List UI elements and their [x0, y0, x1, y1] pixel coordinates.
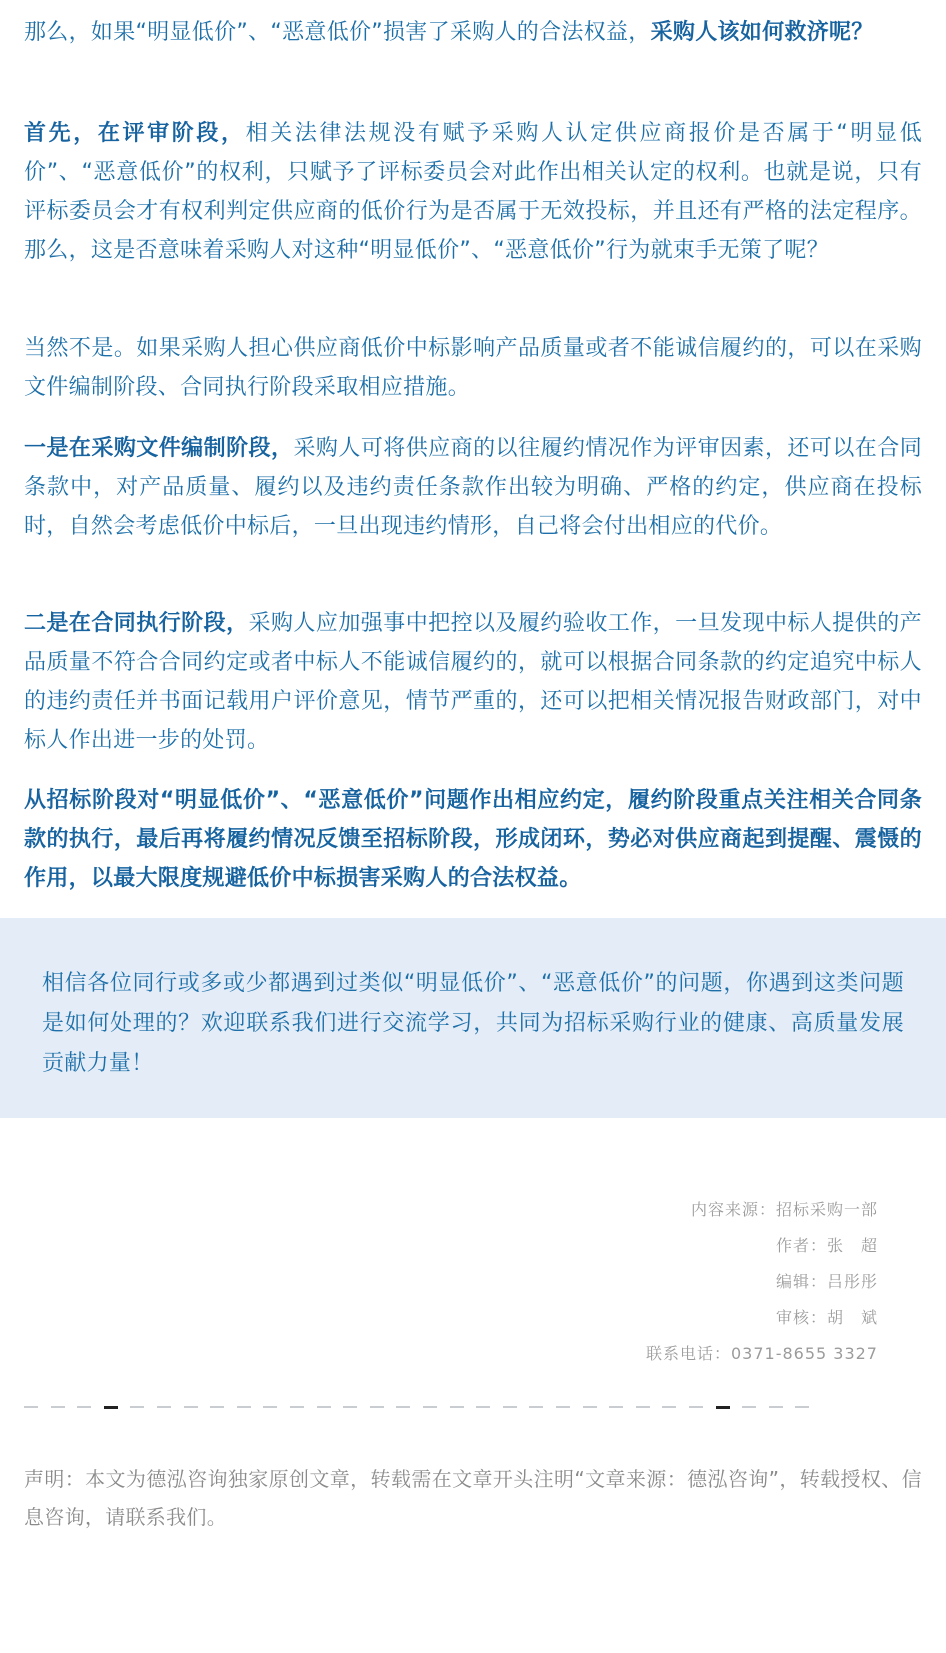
copyright-notice: 声明：本文为德泓咨询独家原创文章，转载需在文章开头注明“文章来源：德泓咨询”，转载授权、信息咨询，请联系我们。 — [24, 1467, 922, 1529]
divider-dash — [51, 1406, 65, 1408]
divider-dash — [24, 1406, 38, 1408]
divider-dash — [130, 1406, 144, 1408]
callout-text: 相信各位同行或多或少都遇到过类似“明显低价”、“恶意低价”的问题，你遇到这类问题是如何处理的？欢迎联系我们进行交流学习，共同为招标采购行业的健康、高质量发展贡献力量！ — [42, 971, 904, 1076]
divider-dash-dark — [104, 1406, 118, 1409]
paragraph-review-stage-text: 相关法律法规没有赋予采购人认定供应商报价是否属于“明显低价”、“恶意低价”的权利，只赋予了评标委员会对此作出相关认定的权利。也就是说，只有评标委员会才有权利判定供应商的低价行为是否属于无效投标，并且还有严格的法定程序。那么，这是否意味着采购人对这种“明显低价”、“恶意低价”行为就束手无策了呢？ — [24, 121, 922, 263]
credit-phone: 联系电话：0371-8655 3327 — [645, 1344, 878, 1363]
paragraph-question-text: 那么，如果“明显低价”、“恶意低价”损害了采购人的合法权益， — [24, 20, 651, 45]
divider-dash — [556, 1406, 570, 1408]
paragraph-document-stage-text: 采购人可将供应商的以往履约情况作为评审因素，还可以在合同条款中，对产品质量、履约以及违约责任条款作出较为明确、严格的约定，供应商在投标时，自然会考虑低价中标后，一旦出现违约情形，自己将会付出相应的代价。 — [24, 436, 922, 539]
divider-dash — [689, 1406, 703, 1408]
divider-dash — [529, 1406, 543, 1408]
divider-dash-dark — [716, 1406, 730, 1409]
paragraph-answer-text: 当然不是。如果采购人担心供应商低价中标影响产品质量或者不能诚信履约的，可以在采购文件编制阶段、合同执行阶段采取相应措施。 — [24, 336, 922, 400]
paragraph-contract-stage-text: 采购人应加强事中把控以及履约验收工作，一旦发现中标人提供的产品质量不符合合同约定或者中标人不能诚信履约的，就可以根据合同条款的约定追究中标人的违约责任并书面记载用户评价意见，情节严重的，还可以把相关情况报告财政部门，对中标人作出进一步的处罚。 — [24, 611, 922, 753]
divider-dash — [795, 1406, 809, 1408]
divider-dash — [184, 1406, 198, 1408]
divider-dash — [263, 1406, 277, 1408]
divider-dash — [662, 1406, 676, 1408]
paragraph-document-stage — [24, 429, 922, 546]
credit-source: 内容来源：招标采购一部 — [690, 1200, 878, 1219]
divider-dash — [423, 1406, 437, 1408]
paragraph-question — [24, 13, 922, 52]
paragraph-review-stage — [24, 114, 922, 270]
paragraph-document-stage-lead: 一是在采购文件编制阶段， — [24, 436, 294, 461]
divider-dash — [343, 1406, 357, 1408]
divider-dash — [769, 1406, 783, 1408]
divider-dash — [742, 1406, 756, 1408]
divider-dash — [450, 1406, 464, 1408]
divider-dash — [317, 1406, 331, 1408]
divider-dash — [583, 1406, 597, 1408]
divider-dash — [396, 1406, 410, 1408]
divider-dash — [237, 1406, 251, 1408]
divider-dash — [290, 1406, 304, 1408]
divider-dash — [77, 1406, 91, 1408]
credit-reviewer: 审核：胡 斌 — [775, 1308, 878, 1327]
paragraph-contract-stage — [24, 604, 922, 760]
divider-dash — [636, 1406, 650, 1408]
divider-dash — [370, 1406, 384, 1408]
callout-box — [0, 918, 946, 1118]
divider-dash — [609, 1406, 623, 1408]
divider-dash — [476, 1406, 490, 1408]
paragraph-review-stage-lead: 首先，在评审阶段， — [24, 121, 246, 146]
credits — [646, 1192, 878, 1372]
paragraph-question-bold: 采购人该如何救济呢？ — [650, 20, 874, 45]
dash-divider — [24, 1406, 924, 1410]
divider-dash — [210, 1406, 224, 1408]
credit-editor: 编辑：吕彤彤 — [775, 1272, 878, 1291]
divider-dash — [157, 1406, 171, 1408]
paragraph-answer — [24, 329, 922, 407]
credit-author: 作者：张 超 — [775, 1236, 878, 1255]
divider-dash — [503, 1406, 517, 1408]
paragraph-contract-stage-lead: 二是在合同执行阶段， — [24, 611, 249, 636]
paragraph-conclusion: 从招标阶段对“明显低价”、“恶意低价”问题作出相应约定，履约阶段重点关注相关合同条款的执行，最后再将履约情况反馈至招标阶段，形成闭环，势必对供应商起到提醒、震慑的作用，以最大限度规避低价中标损害采购人的合法权益。 — [24, 788, 922, 891]
